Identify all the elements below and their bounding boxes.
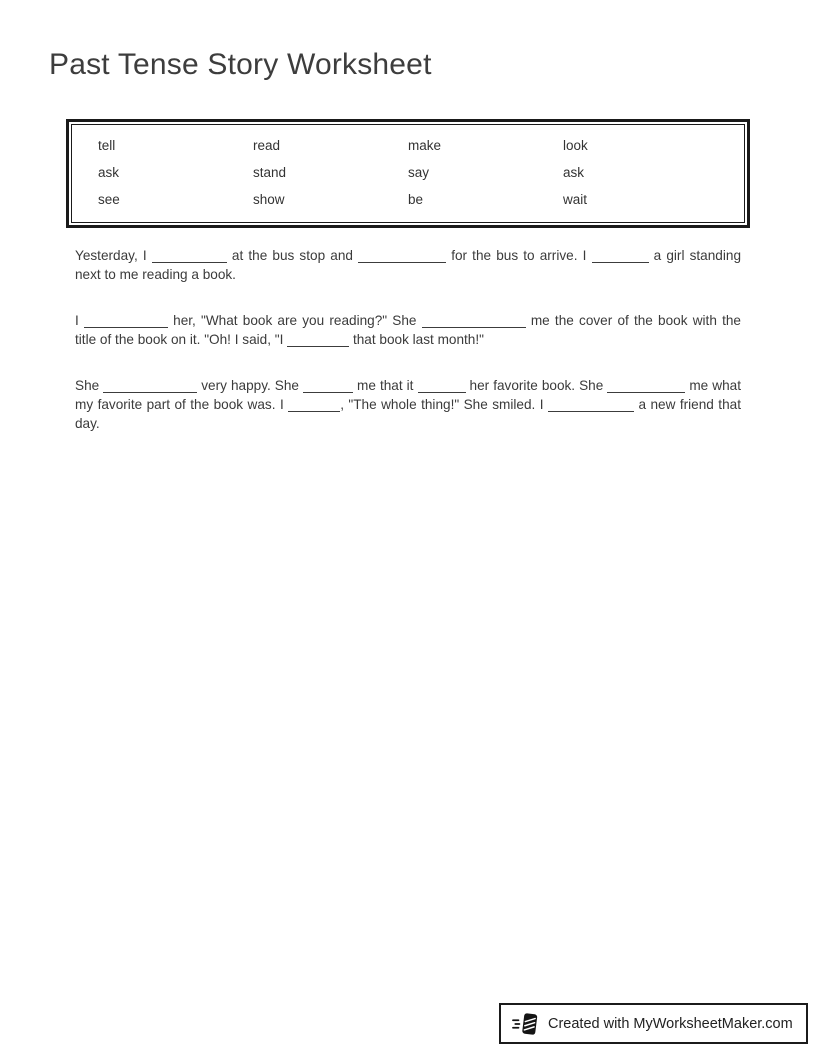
word-bank-word: show xyxy=(253,192,285,207)
fill-in-blank xyxy=(303,380,353,393)
fill-in-blank xyxy=(418,380,466,393)
story xyxy=(75,246,741,460)
page-title: Past Tense Story Worksheet xyxy=(49,48,432,81)
flying-worksheet-icon xyxy=(512,1010,540,1038)
word-bank-grid xyxy=(71,124,745,223)
fill-in-blank xyxy=(152,250,227,263)
story-paragraph: Yesterday, I at the bus stop and for the bus to arrive. I a girl standing next to me reading a book. xyxy=(75,248,741,282)
fill-in-blank xyxy=(422,315,526,328)
fill-in-blank xyxy=(103,380,197,393)
word-bank-word: wait xyxy=(563,192,588,207)
fill-in-blank xyxy=(84,315,168,328)
word-bank-word: ask xyxy=(98,165,120,180)
word-bank-word: say xyxy=(408,165,430,180)
story-paragraph: She very happy. She me that it her favorite book. She me what my favorite part of the book was. I , "The whole thing!" She smiled. I a new friend that day. xyxy=(75,378,741,431)
word-bank-word: be xyxy=(408,192,424,207)
word-bank-word: make xyxy=(408,138,442,153)
word-bank xyxy=(66,119,750,228)
word-bank-word: look xyxy=(563,138,588,153)
fill-in-blank xyxy=(548,399,634,412)
word-bank-word: stand xyxy=(253,165,287,180)
word-bank-word: tell xyxy=(98,138,116,153)
footer-badge-text: Created with MyWorksheetMaker.com xyxy=(548,1015,793,1032)
word-bank-word: see xyxy=(98,192,120,207)
fill-in-blank xyxy=(288,399,340,412)
footer-badge xyxy=(499,1003,808,1044)
word-bank-word: ask xyxy=(563,165,585,180)
fill-in-blank xyxy=(358,250,446,263)
story-paragraph: I her, "What book are you reading?" She me the cover of the book with the title of the book on it. "Oh! I said, "I that book last month!" xyxy=(75,313,741,347)
fill-in-blank xyxy=(287,334,349,347)
fill-in-blank xyxy=(607,380,685,393)
fill-in-blank xyxy=(592,250,649,263)
word-bank-word: read xyxy=(253,138,281,153)
